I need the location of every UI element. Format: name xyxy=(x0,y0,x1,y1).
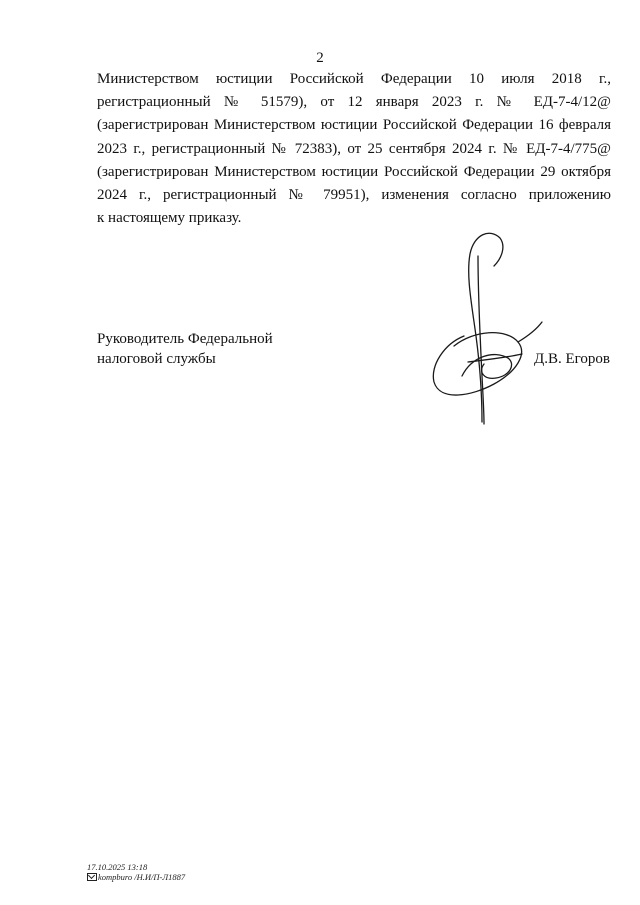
body-line: (зарегистрирован Министерством юстиции Российской Федерации 16 февраля xyxy=(97,117,611,134)
body-line: 2024 г., регистрационный № 79951), изменения согласно приложению xyxy=(97,186,611,203)
body-line: регистрационный № 51579), от 12 января 2023 г. № ЕД-7-4/12@ xyxy=(97,94,611,111)
signer-name: Д.В. Егоров xyxy=(534,351,611,367)
body-line: (зарегистрирован Министерством юстиции Российской Федерации 29 октября xyxy=(97,163,611,180)
page-number: 2 xyxy=(316,50,324,66)
footer-reference: kompburo /Н.И/П-Л1887 xyxy=(98,872,186,882)
mail-icon xyxy=(87,873,97,881)
handwritten-signature xyxy=(424,226,550,426)
signer-title-line: Руководитель Федеральной xyxy=(97,331,273,347)
document-footer xyxy=(87,862,185,882)
body-line: Министерством юстиции Российской Федерации 10 июля 2018 г., xyxy=(97,71,611,87)
body-line: 2023 г., регистрационный № 72383), от 25 сентября 2024 г. № ЕД-7-4/775@ xyxy=(97,140,611,157)
footer-reference-row xyxy=(87,872,185,882)
footer-timestamp: 17.10.2025 13:18 xyxy=(87,862,148,872)
body-paragraph xyxy=(97,68,611,230)
signer-title xyxy=(97,329,273,369)
signer-title-line: налоговой службы xyxy=(97,351,216,367)
body-line: к настоящему приказу. xyxy=(97,210,242,227)
